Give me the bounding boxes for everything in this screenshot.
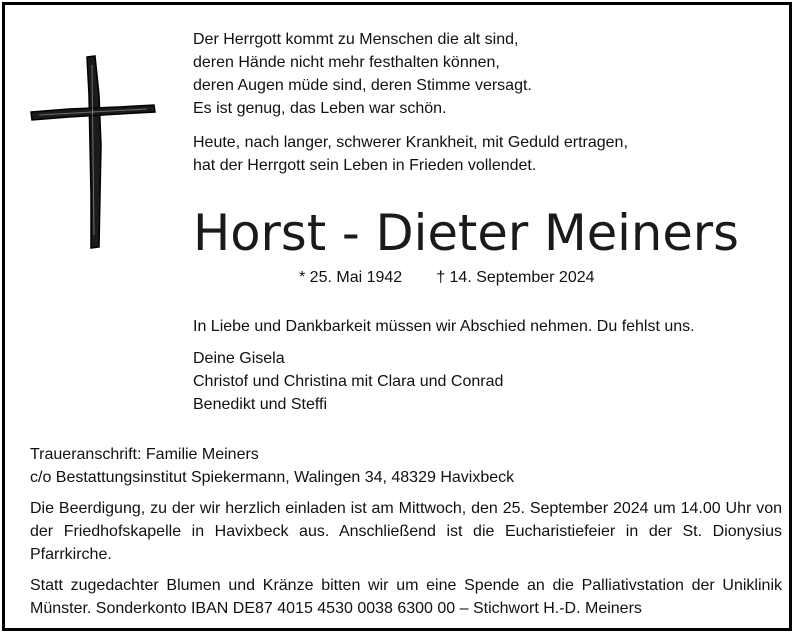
life-dates (299, 267, 595, 289)
poem-line: deren Augen müde sind, deren Stimme versagt. (193, 77, 532, 94)
farewell-text: In Liebe und Dankbarkeit müssen wir Abschied nehmen. Du fehlst uns. (193, 318, 695, 335)
family-list (193, 347, 503, 416)
death-date: † 14. September 2024 (436, 269, 595, 286)
poem (193, 28, 628, 177)
funeral-info: Die Beerdigung, zu der wir herzlich einladen ist am Mittwoch, den 25. September 2024 um 14.00 Uhr von der Friedhofskapelle in Havixbeck aus. Anschließend ist die Eucharistiefeier in der St. Dionysius Pfarrkirche. (30, 500, 782, 563)
address-line: Traueranschrift: Familie Meiners (30, 446, 259, 463)
deceased-name-text: Horst - Dieter Meiners (193, 204, 739, 260)
poem-gap (193, 120, 628, 131)
poem-line: Der Herrgott kommt zu Menschen die alt sind, (193, 31, 519, 48)
cross-icon (29, 55, 159, 251)
birth-date: * 25. Mai 1942 (299, 269, 403, 286)
address-line: c/o Bestattungsinstitut Spiekermann, Walingen 34, 48329 Havixbeck (30, 469, 515, 486)
obituary-card (2, 2, 792, 631)
details-section (30, 443, 782, 620)
intro-line: Heute, nach langer, schwerer Krankheit, mit Geduld ertragen, (193, 134, 628, 151)
family-member: Benedikt und Steffi (193, 396, 328, 413)
poem-line: Es ist genug, das Leben war schön. (193, 100, 447, 117)
family-member: Christof und Christina mit Clara und Conrad (193, 373, 504, 390)
family-member: Deine Gisela (193, 350, 285, 367)
poem-line: deren Hände nicht mehr festhalten können, (193, 54, 500, 71)
deceased-name (191, 202, 743, 260)
donation-info: Statt zugedachter Blumen und Kränze bitten wir um eine Spende an die Palliativstation der Uniklinik Münster. Sonderkonto IBAN DE87 4015 4530 0038 6300 00 – Stichwort H.-D. Meiners (30, 577, 782, 617)
intro-line: hat der Herrgott sein Leben in Frieden vollendet. (193, 157, 537, 174)
